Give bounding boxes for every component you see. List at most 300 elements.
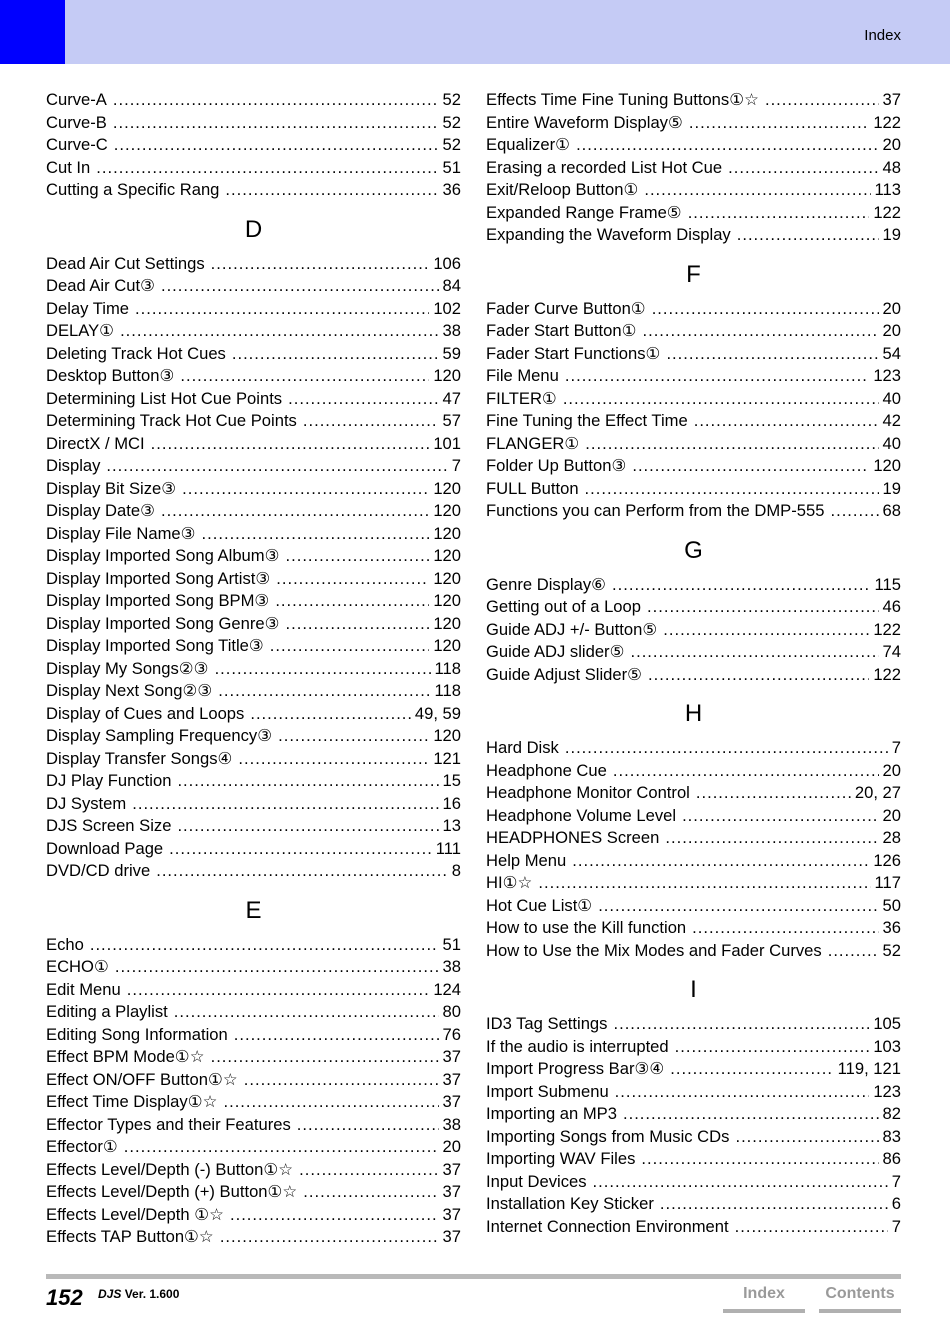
dot-leader [169,839,432,859]
index-entry[interactable] [486,828,901,851]
index-term: Edit Menu [46,979,121,999]
index-page-number[interactable]: 120 [873,456,901,475]
dot-leader [211,254,430,274]
dot-leader [215,659,431,679]
index-term: Curve-C [46,135,108,154]
index-entry[interactable] [486,1217,901,1240]
dot-leader [648,665,869,685]
index-entry[interactable] [46,1047,461,1070]
index-page-number[interactable]: 122 [873,664,901,684]
index-entry[interactable] [486,941,901,964]
index-page-number[interactable]: 52 [442,112,461,132]
dot-leader [218,681,430,701]
dot-leader [538,873,870,893]
index-page-number[interactable]: 82 [882,1104,901,1123]
dot-leader [276,569,429,589]
index-entry[interactable] [46,861,461,884]
index-term: Hot Cue List① [486,895,593,915]
index-entry[interactable] [46,704,461,727]
section-letter: G [684,536,703,564]
index-entry[interactable] [486,366,901,389]
index-entry[interactable] [486,1127,901,1150]
index-page-number[interactable]: 7 [891,738,901,757]
index-page-number[interactable]: 19 [882,478,901,498]
index-term: File Menu [486,366,559,385]
index-entry[interactable] [46,816,461,839]
index-page-number[interactable]: 20 [882,760,901,780]
section-letter: I [690,976,697,1003]
index-entry[interactable] [486,1104,901,1127]
index-term: DJ Play Function [46,771,172,790]
index-term: Functions you can Perform from the DMP-555 [486,501,825,520]
index-entry[interactable] [486,389,901,412]
index-term: If the audio is interrupted [486,1036,669,1056]
index-page-number[interactable]: 40 [882,433,901,453]
index-entry[interactable] [46,1227,461,1250]
dot-leader [156,861,448,881]
index-entry[interactable] [46,366,461,389]
index-entry[interactable] [486,665,901,688]
index-page-number[interactable]: 20, 27 [854,783,901,802]
index-page-number[interactable]: 38 [442,321,461,340]
dot-leader [828,941,879,961]
dot-leader [182,479,429,499]
index-entry[interactable] [46,180,461,203]
index-term: Effects Time Fine Tuning Buttons①☆ [486,90,759,109]
nav-index-label: Index [743,1285,785,1302]
dot-leader [735,1127,878,1147]
index-entry[interactable] [46,1182,461,1205]
index-term: Dead Air Cut Settings [46,253,205,273]
index-entry[interactable] [486,321,901,344]
index-entry[interactable] [486,1014,901,1037]
dot-leader [593,1172,888,1192]
dot-leader [151,434,430,454]
index-page-number[interactable]: 120 [433,613,461,633]
index-page-number[interactable]: 120 [433,523,461,543]
index-page-number[interactable]: 20 [442,1137,461,1156]
index-page-number[interactable]: 49, 59 [414,703,461,723]
dot-leader [180,366,429,386]
dot-leader [177,771,438,791]
index-page-number[interactable]: 54 [882,343,901,363]
index-entry[interactable] [486,1149,901,1172]
index-entry[interactable] [46,411,461,434]
index-term: Deleting Track Hot Cues [46,343,226,363]
index-entry[interactable] [46,344,461,367]
dot-leader [660,1194,888,1214]
index-term: Hard Disk [486,738,559,757]
index-term: ID3 Tag Settings [486,1014,608,1033]
index-column-right [486,90,901,1239]
index-term: Guide Adjust Slider⑤ [486,664,643,684]
dot-leader [641,1149,878,1169]
index-entry[interactable] [46,389,461,412]
index-entry[interactable] [486,501,901,524]
index-page-number[interactable]: 40 [882,388,901,408]
product-name: DJS [98,1287,122,1301]
index-entry[interactable] [46,158,461,181]
dot-leader [211,1047,439,1067]
index-entry[interactable] [486,1194,901,1217]
dot-leader [670,1059,833,1079]
index-entry[interactable] [46,659,461,682]
index-page-number[interactable]: 19 [882,225,901,244]
index-page-number[interactable]: 36 [442,180,461,199]
index-entry[interactable] [486,225,901,248]
index-page-number[interactable]: 20 [882,805,901,825]
index-term: Display Transfer Songs④ [46,748,233,768]
index-page-number[interactable]: 101 [433,433,461,453]
index-entry[interactable] [486,896,901,919]
index-page-number[interactable]: 120 [433,726,461,745]
index-page-number[interactable]: 37 [442,1047,461,1066]
index-entry[interactable] [46,957,461,980]
index-page-number[interactable]: 8 [451,861,461,880]
index-term: Effect BPM Mode①☆ [46,1047,205,1066]
index-term: Delay Time [46,298,129,318]
index-term: Internet Connection Environment [486,1216,729,1236]
index-entry[interactable] [46,749,461,772]
index-term: Erasing a recorded List Hot Cue [486,157,723,177]
dot-leader [623,1104,879,1124]
dot-leader [285,614,429,634]
index-entry[interactable] [486,1059,901,1082]
index-page-number[interactable]: 124 [433,979,461,999]
index-entry[interactable] [486,434,901,457]
nav-contents-underline [819,1309,901,1313]
index-entry[interactable] [486,456,901,479]
index-entry[interactable] [486,806,901,829]
index-entry[interactable] [486,113,901,136]
index-entry[interactable] [46,980,461,1003]
index-term: Import Submenu [486,1081,609,1101]
index-term: HEADPHONES Screen [486,828,660,847]
dot-leader [113,90,439,110]
index-term: HI①☆ [486,873,533,892]
dot-leader [572,851,869,871]
index-page-number[interactable]: 123 [873,366,901,385]
version-number: Ver. 1.600 [124,1287,180,1301]
index-entry[interactable] [46,1160,461,1183]
index-page-number[interactable]: 59 [442,343,461,363]
index-term: ECHO① [46,957,109,976]
index-entry[interactable] [46,1070,461,1093]
index-page-number[interactable]: 106 [433,253,461,273]
index-page-number[interactable]: 80 [442,1002,461,1021]
index-term: Display My Songs②③ [46,658,209,678]
index-entry[interactable] [486,783,901,806]
index-term: Importing an MP3 [486,1104,617,1123]
index-term: Input Devices [486,1171,587,1191]
index-page-number[interactable]: 76 [442,1024,461,1044]
index-entry[interactable] [46,1115,461,1138]
index-page-number[interactable]: 13 [442,816,461,835]
index-page-number[interactable]: 119, 121 [837,1059,901,1078]
index-entry[interactable] [46,546,461,569]
index-page-number[interactable]: 46 [882,597,901,616]
index-page-number[interactable]: 37 [442,1092,461,1111]
index-entry[interactable] [486,873,901,896]
index-page-number[interactable]: 120 [433,501,461,520]
index-entry[interactable] [46,771,461,794]
index-entry[interactable] [46,726,461,749]
dot-leader [223,1092,438,1112]
index-entry[interactable] [486,597,901,620]
index-page-number[interactable]: 120 [433,591,461,610]
dot-leader [115,957,439,977]
index-page-number[interactable]: 122 [873,619,901,639]
index-entry[interactable] [46,794,461,817]
index-page-number[interactable]: 126 [873,850,901,870]
index-entry[interactable] [486,738,901,761]
index-term: Guide ADJ +/- Button⑤ [486,619,658,639]
dot-leader [297,1115,439,1135]
index-page-number[interactable]: 20 [882,135,901,154]
index-page-number[interactable]: 113 [874,180,901,199]
index-entry[interactable] [46,90,461,113]
dot-leader [244,1070,439,1090]
index-page-number[interactable]: 15 [442,771,461,790]
index-column-left [46,90,461,1250]
index-entry[interactable] [46,135,461,158]
index-entry[interactable] [486,90,901,113]
index-entry[interactable] [46,254,461,277]
index-page-number[interactable]: 120 [433,636,461,655]
index-entry[interactable] [46,636,461,659]
index-entry[interactable] [46,321,461,344]
dot-leader [613,1014,869,1034]
index-page-number[interactable]: 120 [433,366,461,385]
index-entry[interactable] [486,761,901,784]
index-page-number[interactable]: 7 [891,1216,901,1236]
index-term: Genre Display⑥ [486,574,607,594]
index-page-number[interactable]: 20 [882,321,901,340]
dot-leader [728,158,878,178]
index-page-number[interactable]: 86 [882,1149,901,1168]
index-page-number[interactable]: 68 [882,501,901,520]
index-page-number[interactable]: 38 [442,957,461,976]
index-term: Display Imported Song Album③ [46,546,280,565]
index-term: Headphone Monitor Control [486,783,690,802]
index-page-number[interactable]: 37 [442,1227,461,1246]
index-page-number[interactable]: 74 [882,642,901,661]
index-entry[interactable] [486,1037,901,1060]
index-entry[interactable] [46,591,461,614]
index-entry[interactable] [46,1025,461,1048]
index-page-number[interactable]: 123 [873,1081,901,1101]
dot-leader [120,321,438,341]
index-entry[interactable] [486,1172,901,1195]
index-page-number[interactable]: 7 [891,1171,901,1191]
index-entry[interactable] [46,614,461,637]
index-page-number[interactable]: 120 [433,546,461,565]
dot-leader [124,1137,439,1157]
index-page-number[interactable]: 50 [882,895,901,915]
index-entry[interactable] [486,479,901,502]
index-entry[interactable] [486,620,901,643]
index-page-number[interactable]: 120 [433,478,461,498]
index-entry[interactable] [486,135,901,158]
index-page-number[interactable]: 6 [891,1194,901,1213]
index-page-number[interactable]: 42 [882,411,901,430]
index-page-number[interactable]: 37 [442,1204,461,1224]
index-entry[interactable] [46,569,461,592]
nav-index-button[interactable] [723,1285,805,1303]
index-page-number[interactable]: 57 [442,411,461,430]
index-page-number[interactable]: 122 [873,202,901,222]
index-entry[interactable] [46,276,461,299]
index-entry[interactable] [46,501,461,524]
index-page-number[interactable]: 118 [434,681,461,700]
dot-leader [114,135,439,155]
index-entry[interactable] [486,642,901,665]
index-term: Expanded Range Frame⑤ [486,202,682,222]
index-entry[interactable] [46,299,461,322]
index-term: Download Page [46,838,164,858]
index-entry[interactable] [486,344,901,367]
index-entry[interactable] [46,1002,461,1025]
index-entry[interactable] [486,203,901,226]
index-term: Display [46,456,101,475]
index-term: FILTER① [486,388,557,408]
index-entry[interactable] [486,851,901,874]
index-entry[interactable] [46,1092,461,1115]
index-entry[interactable] [486,918,901,941]
index-page-number[interactable]: 20 [882,298,901,318]
index-term: Effects Level/Depth (+) Button①☆ [46,1182,298,1201]
index-term: Fader Start Button① [486,321,637,340]
nav-contents-button[interactable] [819,1285,901,1303]
index-page-number[interactable]: 28 [882,828,901,847]
index-term: Display Imported Song Title③ [46,636,264,655]
index-page-number[interactable]: 84 [442,276,461,295]
index-page-number[interactable]: 36 [882,918,901,937]
index-page-number[interactable]: 48 [882,157,901,177]
dot-leader [202,524,430,544]
index-term: FLANGER① [486,433,580,453]
dot-leader [689,113,869,133]
index-term: Display File Name③ [46,523,196,543]
dot-leader [615,1082,870,1102]
index-page-number[interactable]: 122 [873,112,901,132]
index-term: Editing Song Information [46,1024,228,1044]
index-page-number[interactable]: 37 [442,1159,461,1179]
dot-leader [765,90,879,110]
index-page-number[interactable]: 37 [442,1182,461,1201]
index-page-number[interactable]: 83 [882,1126,901,1146]
index-entry[interactable] [46,839,461,862]
index-page-number[interactable]: 52 [442,135,461,154]
dot-leader [563,389,879,409]
dot-leader [737,225,879,245]
index-page-number[interactable]: 52 [882,940,901,960]
index-page-number[interactable]: 120 [433,568,461,588]
index-term: How to Use the Mix Modes and Fader Curves [486,940,822,960]
index-page-number[interactable]: 115 [874,574,901,594]
dot-leader [585,479,879,499]
index-page-number[interactable]: 103 [873,1036,901,1056]
index-term: DVD/CD drive [46,861,151,880]
index-page-number[interactable]: 37 [882,90,901,109]
index-page-number[interactable]: 118 [434,658,461,678]
index-term: Curve-B [46,112,107,132]
index-page-number[interactable]: 51 [442,157,461,177]
index-entry[interactable] [486,158,901,181]
index-term: Cut In [46,157,91,177]
index-entry[interactable] [486,411,901,434]
index-term: Fine Tuning the Effect Time [486,411,688,430]
index-page-number[interactable]: 105 [873,1014,901,1033]
index-entry[interactable] [46,113,461,136]
index-page-number[interactable]: 37 [442,1069,461,1089]
index-page-number[interactable]: 51 [442,934,461,954]
page-header [0,0,950,64]
dot-leader [303,1182,438,1202]
dot-leader [565,738,888,758]
index-entry[interactable] [46,524,461,547]
index-entry[interactable] [486,180,901,203]
index-term: Importing Songs from Music CDs [486,1126,730,1146]
dot-leader [665,828,878,848]
dot-leader [225,180,438,200]
index-term: Fader Start Functions① [486,343,661,363]
header-title: Index [864,27,901,44]
index-entry[interactable] [46,1205,461,1228]
dot-leader [585,434,878,454]
dot-leader [675,1037,870,1057]
section-letter: H [684,700,703,727]
index-term: Display Sampling Frequency③ [46,726,273,745]
index-page-number[interactable]: 102 [433,298,461,318]
index-entry[interactable] [486,575,901,598]
index-page-number[interactable]: 117 [874,873,901,892]
dot-leader [642,321,878,341]
dot-leader [830,501,878,521]
dot-leader [299,1160,438,1180]
index-entry[interactable] [46,434,461,457]
index-term: Headphone Cue [486,760,607,780]
nav-contents-label: Contents [825,1285,895,1302]
index-term: Equalizer① [486,135,571,154]
dot-leader [174,1002,439,1022]
index-entry[interactable] [46,681,461,704]
index-entry[interactable] [46,935,461,958]
index-page-number[interactable]: 47 [442,388,461,408]
dot-leader [630,642,878,662]
dot-leader [234,1025,439,1045]
index-entry[interactable] [46,1137,461,1160]
index-term: Effector① [46,1137,118,1156]
index-page-number[interactable]: 38 [442,1114,461,1134]
index-page-number[interactable]: 7 [451,456,461,475]
footer-divider [46,1274,901,1279]
index-entry[interactable] [46,479,461,502]
index-page-number[interactable]: 111 [435,838,461,858]
index-entry[interactable] [46,456,461,479]
index-term: Display Imported Song Genre③ [46,613,280,633]
index-term: Guide ADJ slider⑤ [486,642,625,661]
dot-leader [250,704,411,724]
index-term: Headphone Volume Level [486,805,677,825]
index-page-number[interactable]: 121 [433,748,461,768]
index-page-number[interactable]: 52 [442,90,461,109]
index-entry[interactable] [486,299,901,322]
index-term: Effect ON/OFF Button①☆ [46,1069,238,1089]
index-page-number[interactable]: 16 [442,793,461,813]
index-term: Dead Air Cut③ [46,276,155,295]
index-entry[interactable] [486,1082,901,1105]
